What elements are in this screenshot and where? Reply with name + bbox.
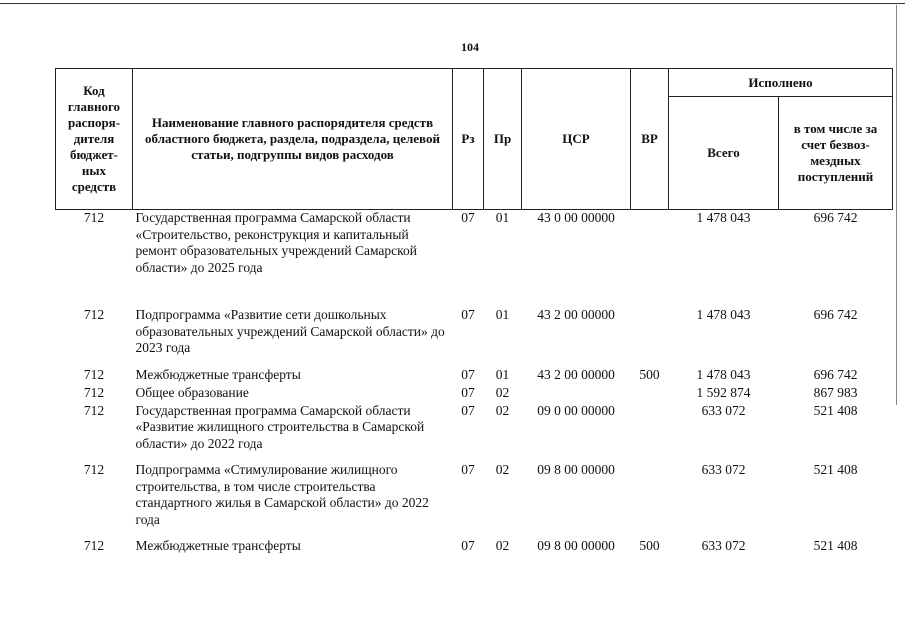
cell-total: 633 072 xyxy=(701,402,746,418)
table-row xyxy=(56,403,893,453)
cell-total: 1 478 043 xyxy=(696,366,751,382)
cell-pr: 01 xyxy=(495,307,510,322)
header-grant: в том числе за счет безвоз-мездных поступлений xyxy=(779,97,893,210)
cell-vr xyxy=(631,385,669,403)
cell-csr: 43 2 00 00000 xyxy=(537,366,615,382)
cell-vr xyxy=(631,462,669,528)
header-pr: Пр xyxy=(484,69,522,210)
header-csr: ЦСР xyxy=(522,69,631,210)
row-spacer xyxy=(56,276,893,307)
cell-vr xyxy=(631,307,669,357)
cell-name: Подпрограмма «Стимулирование жилищного строительства, в том числе строительства стандартного жилья в Самарской области» до 2022 года xyxy=(135,462,429,527)
page-number: 104 xyxy=(461,40,479,54)
cell-total: 633 072 xyxy=(701,538,746,553)
cell-pr: 02 xyxy=(495,538,510,553)
cell-grant: 521 408 xyxy=(813,462,858,477)
cell-grant: 696 742 xyxy=(813,366,858,382)
cell-total: 1 478 043 xyxy=(696,210,751,225)
cell-grant: 521 408 xyxy=(813,538,858,553)
cell-grant: 867 983 xyxy=(813,384,858,400)
table-header xyxy=(56,69,893,210)
table-row xyxy=(56,462,893,528)
cell-rz: 07 xyxy=(461,462,475,477)
cell-vr xyxy=(631,403,669,453)
cell-total: 633 072 xyxy=(701,462,746,477)
header-total: Всего xyxy=(669,97,779,210)
side-rule xyxy=(896,5,897,405)
cell-name: Государственная программа Самарской области «Строительство, реконструкция и капитальный ремонт образовательных учреждений Самарской области» до 2025 года xyxy=(135,210,417,275)
cell-csr: 09 0 00 00000 xyxy=(537,402,615,418)
cell-total: 1 478 043 xyxy=(696,307,751,322)
cell-code: 712 xyxy=(83,366,105,382)
cell-rz: 07 xyxy=(461,307,475,322)
cell-name: Межбюджетные трансферты xyxy=(135,366,301,382)
table-row xyxy=(56,385,893,403)
header-code: Код главного распоря-дителя бюджет-ных средств xyxy=(56,69,133,210)
cell-code: 712 xyxy=(83,538,105,553)
header-rz: Рз xyxy=(453,69,484,210)
cell-grant: 696 742 xyxy=(813,210,858,225)
cell-csr: 09 8 00 00000 xyxy=(537,538,615,553)
cell-code: 712 xyxy=(83,384,105,400)
budget-table xyxy=(55,68,893,556)
header-name: Наименование главного распорядителя средств областного бюджета, раздела, подраздела, целевой статьи, подгруппы видов расходов xyxy=(133,69,453,210)
cell-pr: 02 xyxy=(495,402,510,418)
cell-rz: 07 xyxy=(461,384,475,400)
row-spacer xyxy=(56,357,893,367)
cell-grant: 521 408 xyxy=(813,402,858,418)
row-spacer xyxy=(56,452,893,462)
cell-rz: 07 xyxy=(461,366,475,382)
cell-code: 712 xyxy=(83,210,105,225)
cell-pr: 01 xyxy=(495,366,510,382)
cell-csr: 43 0 00 00000 xyxy=(537,210,615,225)
cell-rz: 07 xyxy=(461,402,475,418)
cell-pr: 02 xyxy=(495,384,510,400)
cell-code: 712 xyxy=(83,462,105,477)
cell-csr: 09 8 00 00000 xyxy=(537,462,615,477)
top-rule xyxy=(0,3,905,4)
header-vr: ВР xyxy=(631,69,669,210)
table-row xyxy=(56,367,893,385)
cell-pr: 01 xyxy=(495,210,510,225)
cell-rz: 07 xyxy=(461,538,475,553)
cell-code: 712 xyxy=(83,307,105,322)
header-executed: Исполнено xyxy=(669,69,893,97)
row-spacer xyxy=(56,528,893,538)
table-row xyxy=(56,307,893,357)
cell-grant: 696 742 xyxy=(813,307,858,322)
cell-name: Общее образование xyxy=(135,384,249,400)
cell-name: Межбюджетные трансферты xyxy=(135,538,301,553)
cell-pr: 02 xyxy=(495,462,510,477)
cell-name: Подпрограмма «Развитие сети дошкольных образовательных учреждений Самарской области» до 2023 года xyxy=(135,307,445,355)
cell-csr xyxy=(522,385,631,403)
cell-total: 1 592 874 xyxy=(696,384,751,400)
cell-code: 712 xyxy=(83,402,105,418)
cell-name: Государственная программа Самарской области «Развитие жилищного строительства в Самарской области» до 2022 года xyxy=(135,402,425,451)
table-row xyxy=(56,538,893,556)
table-row xyxy=(56,210,893,277)
cell-vr: 500 xyxy=(639,366,660,382)
cell-csr: 43 2 00 00000 xyxy=(537,307,615,322)
table-body xyxy=(56,210,893,557)
cell-vr xyxy=(631,210,669,277)
cell-rz: 07 xyxy=(461,210,475,225)
cell-vr: 500 xyxy=(639,538,660,553)
